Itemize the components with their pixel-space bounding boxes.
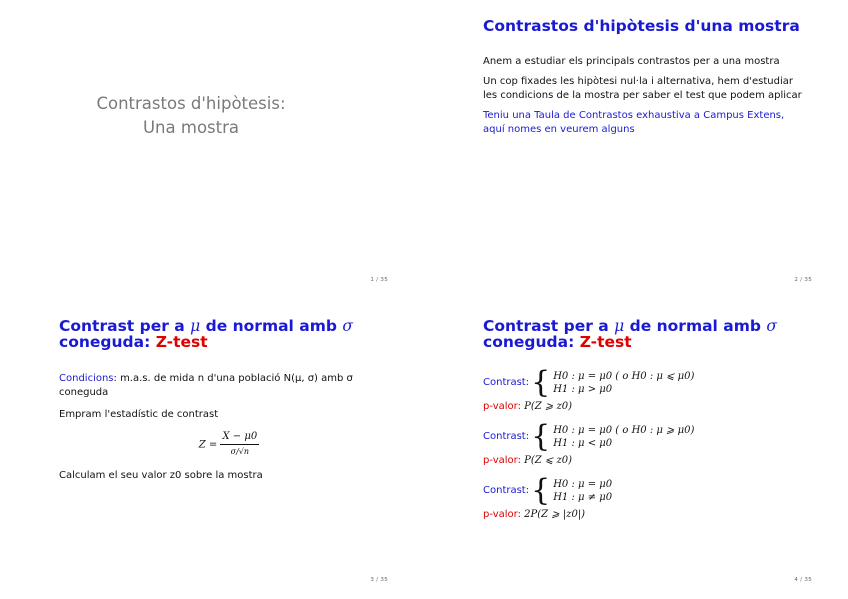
brace-icon: {	[531, 419, 551, 454]
title-text: Contrast per a	[483, 317, 609, 335]
brace-icon: {	[531, 473, 551, 508]
pvalue-label: p-valor:	[483, 509, 521, 520]
title-line-2: Una mostra	[142, 118, 240, 137]
null-hypothesis: H0 : μ = μ0	[553, 479, 613, 490]
brace-icon: {	[531, 365, 551, 400]
alt-hypothesis: H1 : μ > μ0	[553, 384, 613, 395]
calc-text: Calculam el seu valor z0 sobre la mostra	[59, 470, 263, 481]
page-number: 1 / 35	[370, 277, 388, 283]
title-block	[0, 92, 382, 140]
formula-numerator: X − μ0	[220, 430, 259, 445]
slide-body	[483, 55, 823, 137]
hypotheses	[553, 478, 612, 504]
paragraph-2-line-2: les condicions de la mostra per saber el test que podem aplicar	[483, 90, 802, 101]
title-text: de normal amb	[629, 317, 761, 335]
mu-symbol: μ	[190, 317, 201, 335]
contrast-3	[483, 473, 823, 508]
contrast-label: Contrast:	[483, 485, 530, 496]
pvalue-2	[483, 454, 823, 468]
slide-body	[483, 365, 823, 522]
title-text: coneguda:	[59, 333, 151, 351]
pvalue-label: p-valor:	[483, 401, 521, 412]
slide-2	[424, 0, 848, 299]
pvalue-expr: P(Z ⩾ z0)	[524, 401, 572, 412]
title-text: de normal amb	[205, 317, 337, 335]
paragraph-3-line-2: aquí nomes en veurem alguns	[483, 124, 635, 135]
page-number: 3 / 35	[370, 577, 388, 583]
contrast-2	[483, 419, 823, 454]
mu-symbol: μ	[614, 317, 625, 335]
den-root: √n	[238, 447, 250, 456]
paragraph-3-line-1: Teniu una Taula de Contrastos exhaustiva a Campus Extens,	[483, 110, 785, 121]
hypotheses	[553, 424, 694, 450]
formula-fraction	[220, 430, 259, 459]
title-text: coneguda:	[483, 333, 575, 351]
paragraph-2-line-1: Un cop fixades les hipòtesi nul·la i alternativa, hem d'estudiar	[483, 76, 794, 87]
statistic-text: Empram l'estadístic de contrast	[59, 409, 219, 420]
null-hypothesis: H0 : μ = μ0 ( o H0 : μ ⩾ μ0)	[553, 425, 695, 436]
hypotheses	[553, 370, 694, 396]
pvalue-1	[483, 400, 823, 414]
slide-1	[0, 0, 424, 299]
frame-title	[483, 318, 823, 350]
formula-denominator: σ/√n	[230, 447, 250, 456]
conditions	[59, 372, 399, 386]
slide-3	[0, 300, 424, 599]
formula	[59, 430, 399, 459]
paragraph-1: Anem a estudiar els principals contrastos per a una mostra	[483, 56, 780, 67]
contrast-1	[483, 365, 823, 400]
contrast-label: Contrast:	[483, 431, 530, 442]
title-ztest: Z-test	[155, 333, 208, 351]
frame-title	[59, 318, 399, 350]
pvalue-expr: 2P(Z ⩾ |z0|)	[524, 509, 586, 520]
formula-lhs: Z =	[198, 439, 218, 451]
alt-hypothesis: H1 : μ ≠ μ0	[553, 492, 613, 503]
null-hypothesis: H0 : μ = μ0 ( o H0 : μ ⩽ μ0)	[553, 371, 695, 382]
page-number: 4 / 35	[794, 577, 812, 583]
pvalue-expr: P(Z ⩽ z0)	[524, 455, 572, 466]
conditions-label: Condicions	[59, 373, 114, 384]
pvalue-label: p-valor:	[483, 455, 521, 466]
contrast-label: Contrast:	[483, 377, 530, 388]
alt-hypothesis: H1 : μ < μ0	[553, 438, 613, 449]
pvalue-3	[483, 508, 823, 522]
slide-4	[424, 300, 848, 599]
den-sigma: σ	[230, 447, 237, 456]
sigma-symbol: σ	[766, 317, 777, 335]
title-text: Contrast per a	[59, 317, 185, 335]
page-number: 2 / 35	[794, 277, 812, 283]
frame-title: Contrastos d'hipòtesis d'una mostra	[483, 17, 800, 35]
conditions-text: : m.a.s. de mida n d'una població N(μ, σ) amb σ	[113, 373, 353, 384]
sigma-symbol: σ	[342, 317, 353, 335]
title-ztest: Z-test	[579, 333, 632, 351]
slide-body	[59, 372, 399, 483]
title-line-1: Contrastos d'hipòtesis:	[96, 94, 286, 113]
conditions-text-2: coneguda	[59, 387, 109, 398]
